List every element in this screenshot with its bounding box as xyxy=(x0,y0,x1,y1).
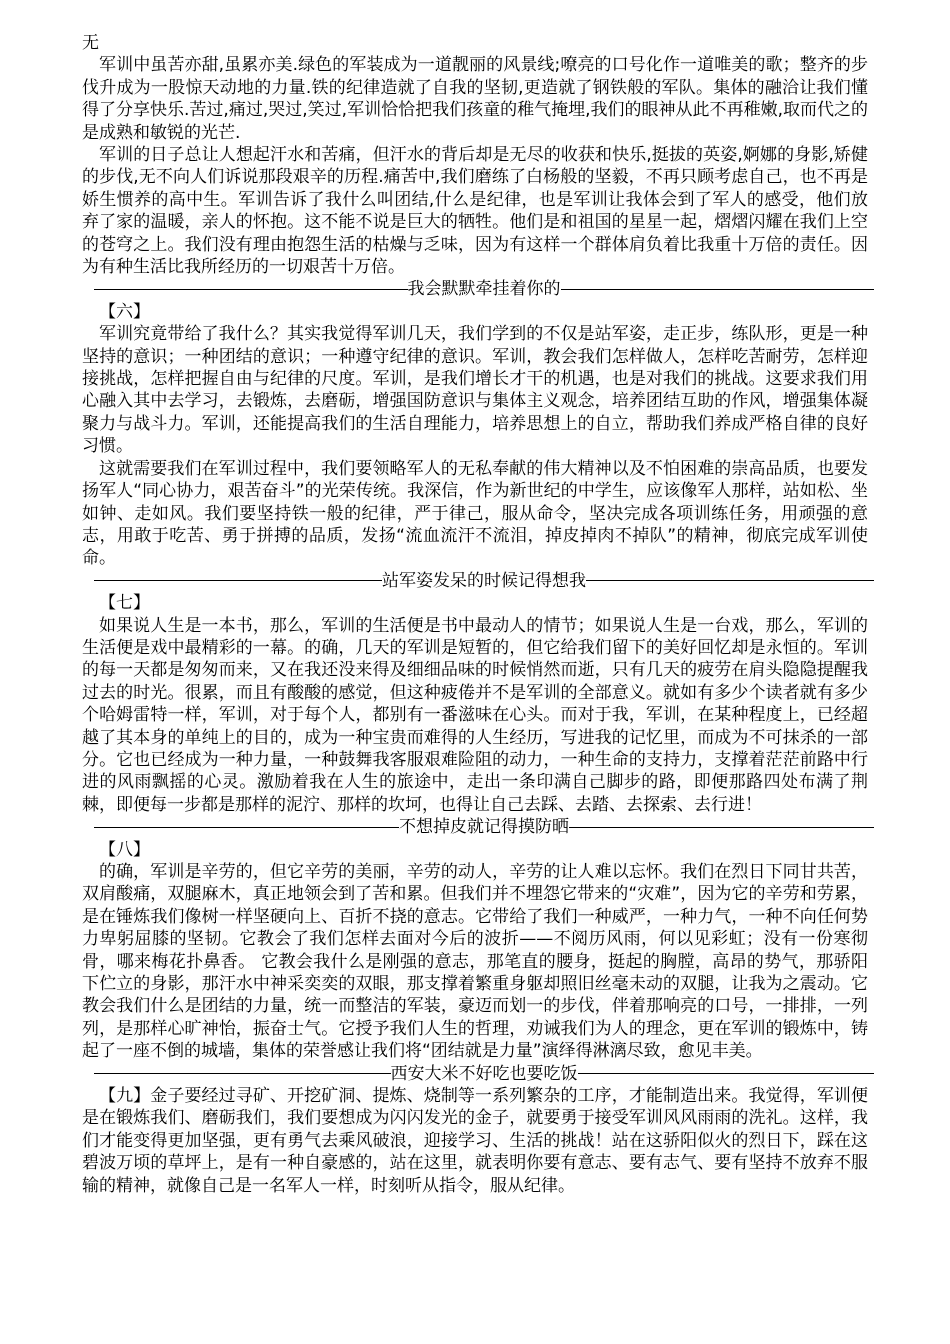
paragraph: 无 xyxy=(82,33,99,53)
divider-rule-right xyxy=(561,289,875,290)
divider-rule-left xyxy=(94,1073,391,1074)
divider-line xyxy=(94,570,874,592)
divider-label: 不想掉皮就记得摸防晒 xyxy=(399,817,569,838)
paragraph: 军训究竟带给了我什么？其实我觉得军训几天，我们学到的不仅是站军姿，走正步，练队形，更是一种坚持的意识；一种团结的意识；一种遵守纪律的意识。军训，教会我们怎样做人，怎样吃苦耐劳，怎样迎接挑战，怎样把握自由与纪律的尺度。军训，是我们增长才干的机遇，也是对我们的挑战。这要求我们用心融入其中去学习，去锻炼，去磨砺，增强国防意识与集体主义观念，培养团结互助的作风，增强集体凝聚力与战斗力。军训，还能提高我们的生活自理能力，培养思想上的自立，帮助我们养成严格自律的良好习惯。 xyxy=(82,324,868,457)
document-body xyxy=(82,32,868,1197)
paragraph: 【九】金子要经过寻矿、开挖矿洞、提炼、烧制等一系列繁杂的工序，才能制造出来。我觉得，军训便是在锻炼我们、磨砺我们，我们要想成为闪闪发光的金子，就要勇于接受军训风风雨雨的洗礼。这样，我们才能变得更加坚强，更有勇气去乘风破浪，迎接学习、生活的挑战！站在这骄阳似火的烈日下，踩在这碧波万顷的草坪上，是有一种自豪感的，站在这里，就表明你要有意志、要有志气、要有坚持不放弃不服输的精神，就像自己是一名军人一样，时刻听从指令，服从纪律。 xyxy=(82,1086,868,1196)
divider-line xyxy=(94,816,874,838)
divider-rule-left xyxy=(94,827,399,828)
paragraph: 如果说人生是一本书，那么，军训的生活便是书中最动人的情节；如果说人生是一台戏，那么，军训的生活便是戏中最精彩的一幕。的确，几天的军训是短暂的，但它给我们留下的美好回忆却是永恒的。军训的每一天都是匆匆而来，又在我还没来得及细细品味的时候悄然而逝，只有几天的疲劳在肩头隐隐提醒我过去的时光。很累，而且有酸酸的感觉，但这种疲倦并不是军训的全部意义。就如有多少个读者就有多少个哈姆雷特一样，军训，对于每个人，都别有一番滋味在心头。而对于我，军训，在某种程度上，已经超越了其本身的单纯上的目的，成为一种宝贵而难得的人生经历，写进我的记忆里，而成为不可抹杀的一部分。它也已经成为一种力量，一种鼓舞我客服艰难险阻的动力，一种生命的支持力，支撑着茫茫前路中行进的风雨飘摇的心灵。激励着我在人生的旅途中，走出一条印满自己脚步的路，即便那路四处布满了荆棘，即便每一步都是那样的泥泞、那样的坎坷，也得让自己去踩、去踏、去探索、去行进！ xyxy=(82,615,868,815)
divider-label: 西安大米不好吃也要吃饭 xyxy=(390,1063,578,1084)
divider-line xyxy=(94,1063,874,1085)
paragraph: 的确，军训是辛劳的，但它辛劳的美丽，辛劳的动人，辛劳的让人难以忘怀。我们在烈日下同甘共苦，双肩酸痛，双腿麻木，真正地领会到了苦和累。但我们并不埋怨它带来的“灾难”，因为它的辛劳和劳累，是在锤炼我们像树一样坚硬向上、百折不挠的意志。它带给了我们一种威严，一种力气，一种不向任何势力卑躬屈膝的坚韧。它教会了我们怎样去面对今后的波折——不阅历风雨，何以见彩虹；没有一份寒彻骨，哪来梅花扑鼻香。 它教会我什么是刚强的意志，那笔直的腰身，挺起的胸膛，高昂的势气，那骄阳下伫立的身影，那汗水中神采奕奕的双眼，那支撑着繁重身躯却照旧丝毫未动的双腿，让我为之震动。它教会我们什么是团结的力量，统一而整洁的军装，豪迈而划一的步伐，伴着那响亮的口号，一排排，一列列，是那样心旷神怡，振奋士气。它授予我们人生的哲理，劝诫我们为人的理念，更在军训的锻炼中，铸起了一座不倒的城墙，集体的荣誉感让我们将“团结就是力量”演绎得淋漓尽致，愈见丰美。 xyxy=(82,861,868,1062)
divider-rule-right xyxy=(569,827,874,828)
divider-label: 我会默默牵挂着你的 xyxy=(407,279,561,300)
divider-rule-right xyxy=(578,1073,875,1074)
section-heading: 【八】 xyxy=(99,839,150,860)
divider-rule-right xyxy=(586,580,874,581)
divider-rule-left xyxy=(94,580,382,581)
paragraph: 军训中虽苦亦甜,虽累亦美.绿色的军装成为一道靓丽的风景线;嘹亮的口号化作一道唯美的歌；整齐的步伐升成为一股惊天动地的力量.铁的纪律造就了自我的坚韧,更造就了钢铁般的军队。集体的融洽让我们懂得了分享快乐.苦过,痛过,哭过,笑过,军训恰恰把我们孩童的稚气掩埋,我们的眼神从此不再稚嫩,取而代之的是成熟和敏锐的光芒. xyxy=(82,55,868,143)
section-heading: 【七】 xyxy=(99,593,150,614)
divider-label: 站军姿发呆的时候记得想我 xyxy=(382,570,586,591)
divider-rule-left xyxy=(94,289,408,290)
paragraph: 军训的日子总让人想起汗水和苦痛，但汗水的背后却是无尽的收获和快乐,挺拔的英姿,婀娜的身影,矫健的步伐,无不向人们诉说那段艰辛的历程.痛苦中,我们磨练了白杨般的坚毅，不再只顾考虑自己，也不再是娇生惯养的高中生。军训告诉了我什么叫团结,什么是纪律，也是军训让我体会到了军人的感受，他们放弃了家的温暖，亲人的怀抱。这不能不说是巨大的牺牲。他们是和祖国的星星一起，熠熠闪耀在我们上空的苍穹之上。我们没有理由抱怨生活的枯燥与乏味，因为有这样一个群体肩负着比我重十万倍的责任。因为有种生活比我所经历的一切艰苦十万倍。 xyxy=(82,145,868,278)
divider-line xyxy=(94,278,874,300)
paragraph: 这就需要我们在军训过程中，我们要领略军人的无私奉献的伟大精神以及不怕困难的崇高品质，也要发扬军人“同心协力，艰苦奋斗”的光荣传统。我深信，作为新世纪的中学生，应该像军人那样，站如松、坐如钟、走如风。我们要坚持铁一般的纪律，严于律己，服从命令，坚决完成各项训练任务，用顽强的意志，用敢于吃苦、勇于拼搏的品质，发扬“流血流汗不流泪，掉皮掉肉不掉队”的精神，彻底完成军训使命。 xyxy=(82,458,868,569)
section-heading: 【六】 xyxy=(99,301,150,322)
